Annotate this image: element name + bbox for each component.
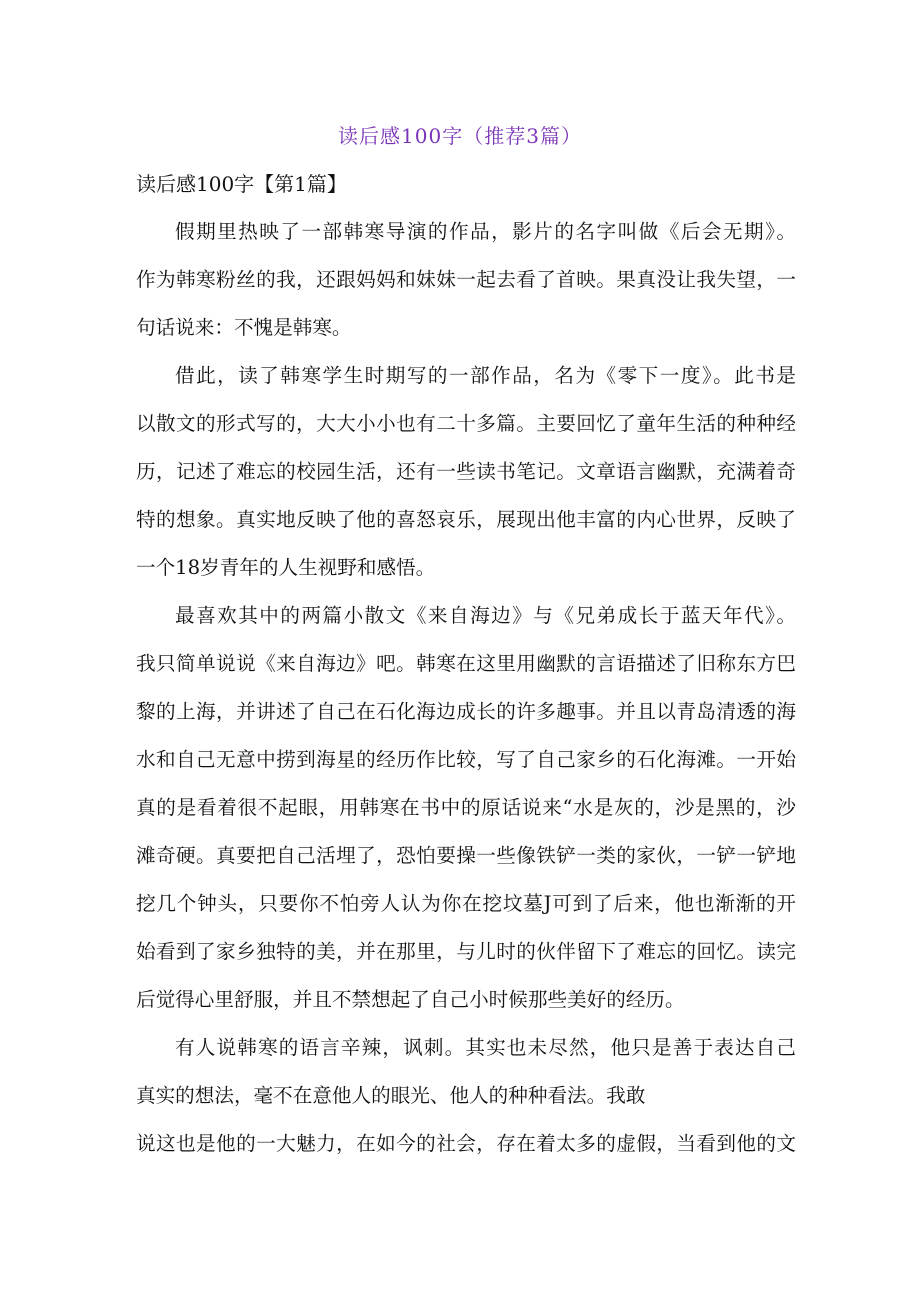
paragraph-line: 作为韩寒粉丝的我，还跟妈妈和妹妹一起去看了首映。果真没让我失望，一 xyxy=(136,268,796,291)
paragraph-line: 真的是看着很不起眼，用韩寒在书中的原话说来“水是灰的，沙是黑的，沙 xyxy=(136,796,796,819)
paragraph-line: 真实的想法，毫不在意他人的眼光、他人的种种看法。我敢 xyxy=(136,1084,646,1107)
paragraph-line: 有人说韩寒的语言辛辣，讽刺。其实也未尽然，他只是善于表达自己 xyxy=(175,1036,796,1059)
paragraph-3 xyxy=(136,592,796,1024)
paragraph-line: 说这也是他的一大魅力，在如今的社会，存在着太多的虚假，当看到他的文 xyxy=(136,1132,796,1155)
paragraph-line: 句话说来：不愧是韩寒。 xyxy=(136,316,352,339)
paragraph-line: 假期里热映了一部韩寒导演的作品，影片的名字叫做《后会无期》。 xyxy=(175,220,796,243)
paragraph-line: 水和自己无意中捞到海星的经历作比较，写了自己家乡的石化海滩。一开始 xyxy=(136,748,796,771)
paragraph-line: 我只简单说说《来自海边》吧。韩寒在这里用幽默的言语描述了旧称东方巴 xyxy=(136,652,796,675)
paragraph-line: 后觉得心里舒服，并且不禁想起了自己小时候那些美好的经历。 xyxy=(136,988,685,1011)
paragraph-line: 一个18岁青年的人生视野和感悟。 xyxy=(136,556,436,579)
body-text xyxy=(136,208,796,1168)
paragraph-line: 最喜欢其中的两篇小散文《来自海边》与《兄弟成长于蓝天年代》。 xyxy=(175,604,796,627)
document-title: 读后感100字（推荐3篇） xyxy=(338,124,582,148)
paragraph-line: 始看到了家乡独特的美，并在那里，与儿时的伙伴留下了难忘的回忆。读完 xyxy=(136,940,796,963)
paragraph-line: 以散文的形式写的，大大小小也有二十多篇。主要回忆了童年生活的种种经 xyxy=(136,412,796,435)
paragraph-line: 历，记述了难忘的校园生活，还有一些读书笔记。文章语言幽默，充满着奇 xyxy=(136,460,796,483)
paragraph-2 xyxy=(136,352,796,592)
paragraph-line: 挖几个钟头，只要你不怕旁人认为你在挖坟墓J可到了后来，他也渐渐的开 xyxy=(136,892,796,915)
paragraph-line: 借此，读了韩寒学生时期写的一部作品，名为《零下一度》。此书是 xyxy=(175,364,796,387)
paragraph-line: 滩奇硬。真要把自己活埋了，恐怕要操一些像铁铲一类的家伙，一铲一铲地 xyxy=(136,844,796,867)
paragraph-line: 黎的上海，并讲述了自己在石化海边成长的许多趣事。并且以青岛清透的海 xyxy=(136,700,796,723)
paragraph-4 xyxy=(136,1024,796,1168)
paragraph-line: 特的想象。真实地反映了他的喜怒哀乐，展现出他丰富的内心世界，反映了 xyxy=(136,508,796,531)
section-heading: 读后感100字【第1篇】 xyxy=(136,172,347,196)
paragraph-1 xyxy=(136,208,796,352)
